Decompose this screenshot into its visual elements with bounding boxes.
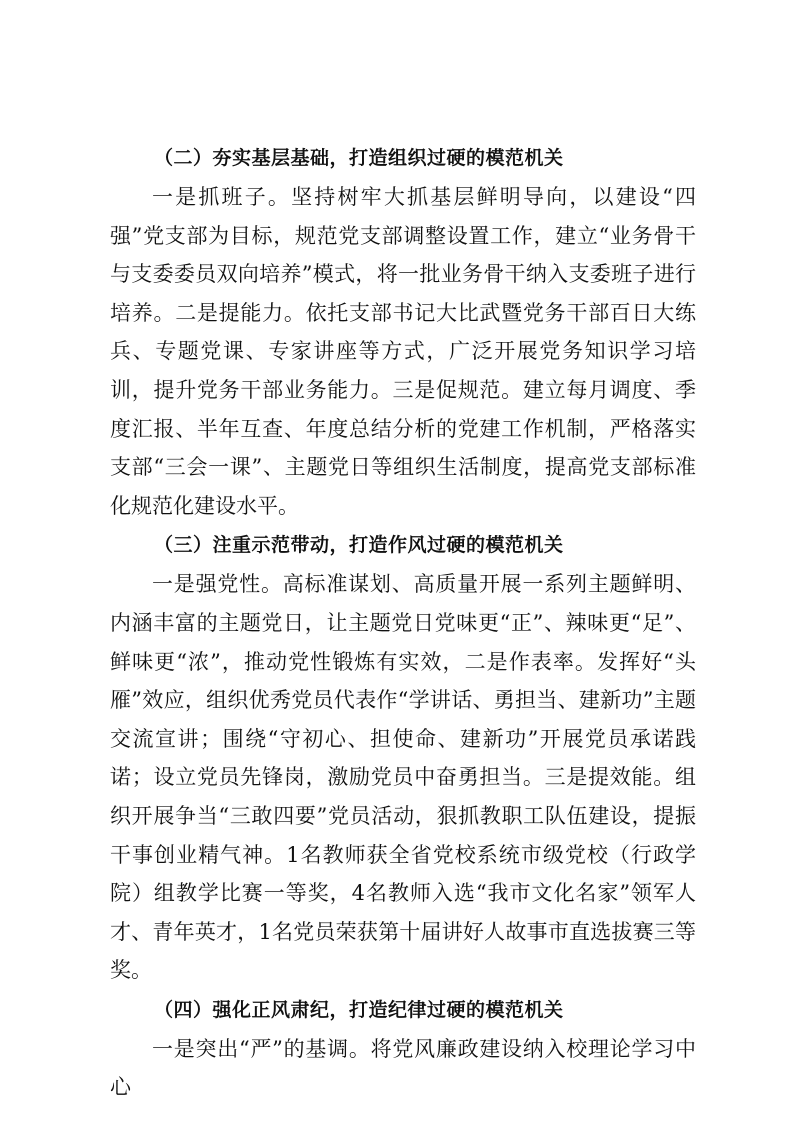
section-paragraph-4: 一是突出“严”的基调。将党风廉政建设纳入校理论学习中心	[110, 1036, 696, 1100]
section-paragraph-3: 一是强党性。高标准谋划、高质量开展一系列主题鲜明、内涵丰富的主题党日，让主题党日党味更“正”、辣味更“足”、鲜味更“浓”，推动党性锻炼有实效，二是作表率。发挥好“头雁”效应，组织优秀党员代表作“学讲话、勇担当、建新功”主题交流宣讲；围绕“守初心、担使命、建新功”开展党员承诺践诺；设立党员先锋岗，激励党员中奋勇担当。三是提效能。组织开展争当“三敢四要”党员活动，狠抓教职工队伍建设，提振干事创业精气神。1名教师获全省党校系统市级党校（行政学院）组教学比赛一等奖，4名教师入选“我市文化名家”领军人才、青年英才，1名党员荣获第十届讲好人故事市直选拔赛三等奖。	[110, 572, 696, 983]
document-body	[110, 138, 696, 1107]
section-heading-4: （四）强化正风肃纪，打造纪律过硬的模范机关	[154, 998, 564, 1021]
section-heading-3: （三）注重示范带动，打造作风过硬的模范机关	[154, 534, 564, 557]
section-paragraph-2: 一是抓班子。坚持树牢大抓基层鲜明导向，以建设“四强”党支部为目标，规范党支部调整设置工作，建立“业务骨干与支委委员双向培养”模式，将一批业务骨干纳入支委班子进行培养。二是提能力。依托支部书记大比武暨党务干部百日大练兵、专题党课、专家讲座等方式，广泛开展党务知识学习培训，提升党务干部业务能力。三是促规范。建立每月调度、季度汇报、半年互查、年度总结分析的党建工作机制，严格落实支部“三会一课”、主题党日等组织生活制度，提高党支部标准化规范化建设水平。	[110, 185, 696, 518]
section-heading-2: （二）夯实基层基础，打造组织过硬的模范机关	[154, 147, 564, 169]
